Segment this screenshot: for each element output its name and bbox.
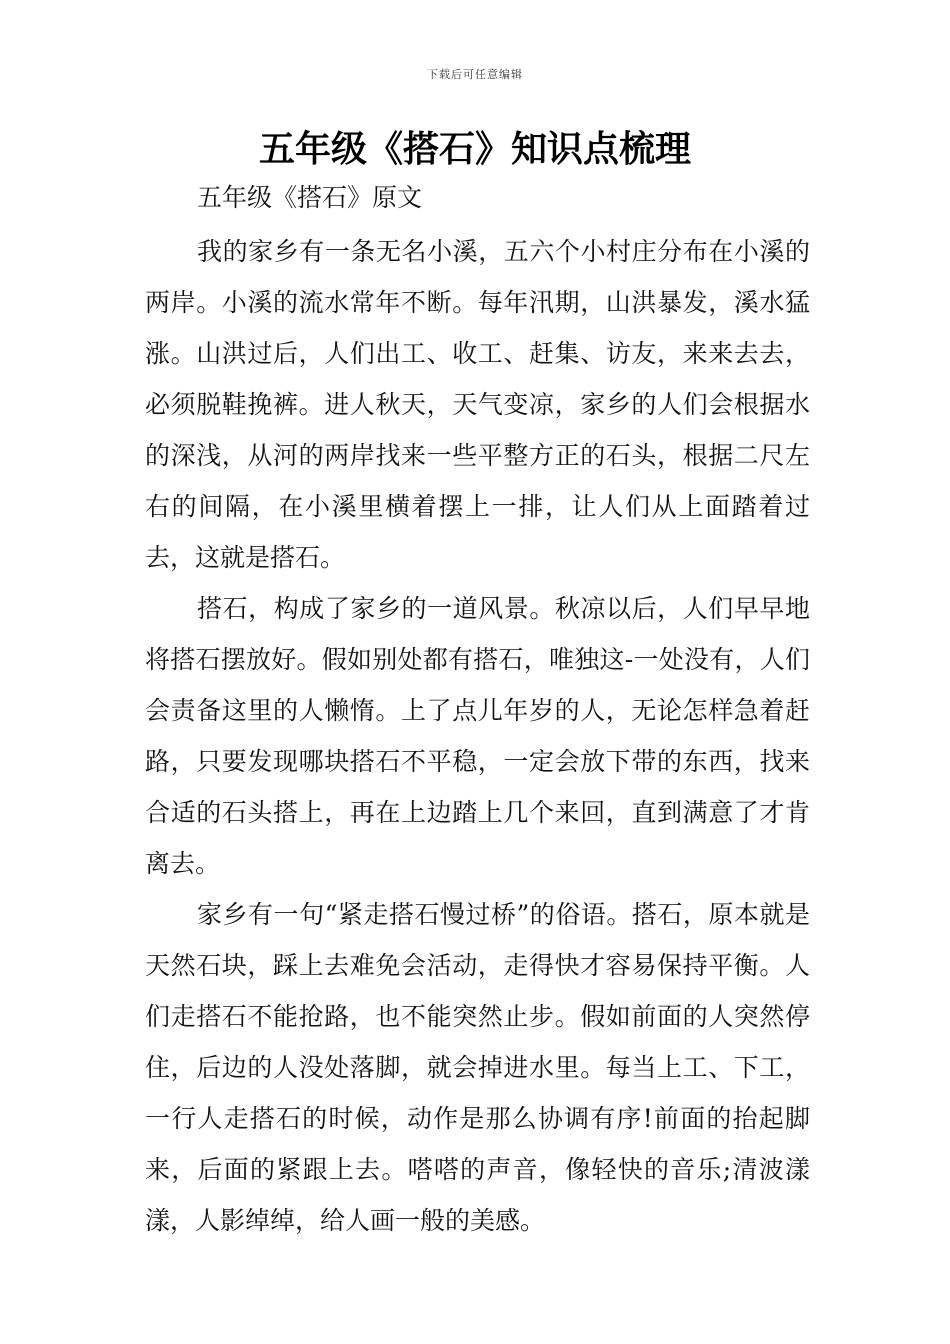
body-text	[145, 226, 810, 1246]
header-note: 下载后可任意编辑	[427, 68, 523, 81]
paragraph-3: 家乡有一句“紧走搭石慢过桥”的俗语。搭石，原本就是天然石块，踩上去难免会活动，走得快才容易保持平衡。人们走搭石不能抢路，也不能突然止步。假如前面的人突然停住，后边的人没处落脚，就会掉进水里。每当上工、下工，一行人走搭石的时候，动作是那么协调有序!前面的抬起脚来，后面的紧跟上去。嗒嗒的声音，像轻快的音乐;清波漾漾，人影绰绰，给人画一般的美感。	[145, 900, 810, 1235]
paragraph-2: 搭石，构成了家乡的一道风景。秋凉以后，人们早早地将搭石摆放好。假如别处都有搭石，唯独这-一处没有，人们会责备这里的人懒惰。上了点儿年岁的人，无论怎样急着赶路，只要发现哪块搭石不平稳，一定会放下带的东西，找来合适的石头搭上，再在上边踏上几个来回，直到满意了才肯离去。	[145, 594, 810, 878]
document-title: 五年级《搭石》知识点梳理	[258, 129, 691, 170]
paragraph-1: 我的家乡有一条无名小溪，五六个小村庄分布在小溪的两岸。小溪的流水常年不断。每年汛期，山洪暴发，溪水猛涨。山洪过后，人们出工、收工、赶集、访友，来来去去，必须脱鞋挽裤。进人秋天，天气变凉，家乡的人们会根据水的深浅，从河的两岸找来一些平整方正的石头，根据二尺左右的间隔，在小溪里横着摆上一排，让人们从上面踏着过去，这就是搭石。	[145, 237, 810, 572]
section-subtitle: 五年级《搭石》原文	[197, 183, 423, 212]
